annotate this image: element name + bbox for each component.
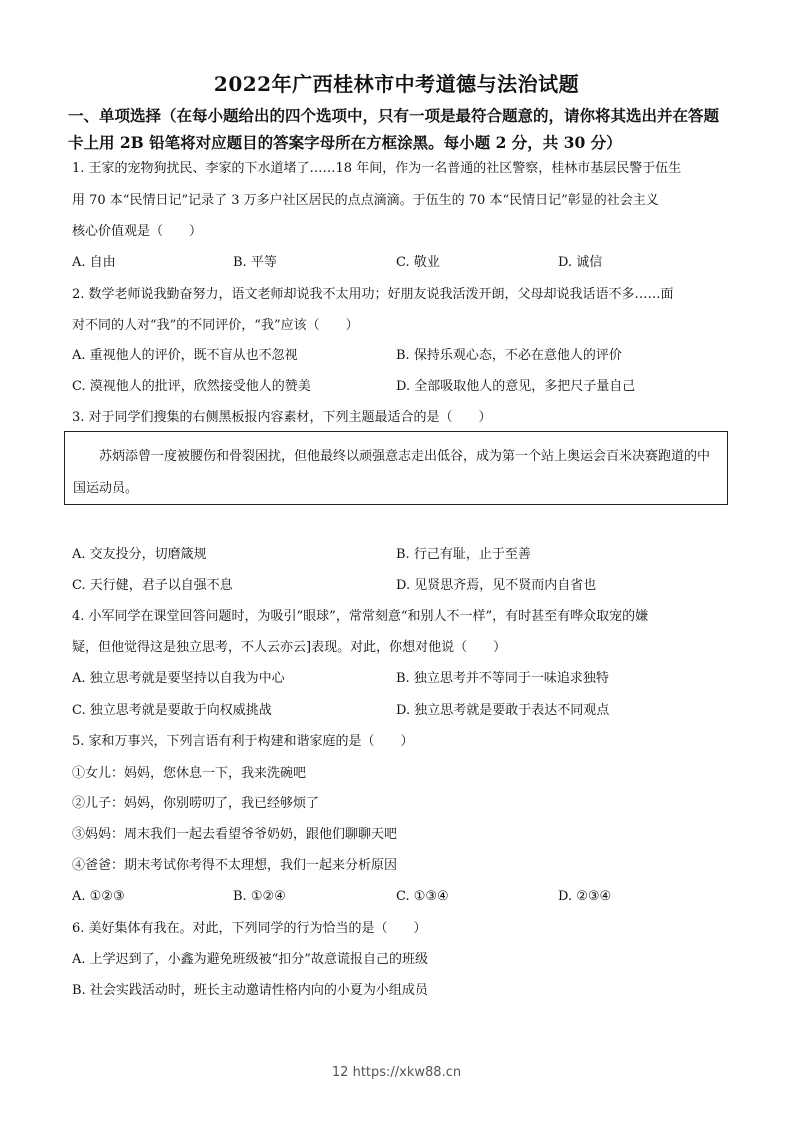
question-5-option-b: B. ①②④	[233, 889, 286, 904]
material-box	[64, 431, 728, 505]
question-6-option-a: A. 上学迟到了，小鑫为避免班级被“扣分”故意谎报自己的班级	[72, 952, 428, 967]
question-6-option-b: B. 社会实践活动时，班长主动邀请性格内向的小夏为小组成员	[72, 983, 428, 998]
question-5-option-c: C. ①③④	[396, 889, 449, 904]
question-2-option-c: C. 漠视他人的批评，欣然接受他人的赞美	[72, 379, 311, 394]
question-4-option-b: B. 独立思考并不等同于一味追求独特	[396, 671, 609, 686]
question-4-line-1: 4. 小军同学在课堂回答问题时，为吸引“眼球”，常常刻意“和别人不一样”，有时甚至有哗众取宠的嫌	[72, 609, 649, 624]
question-4-option-d: D. 独立思考就是要敢于表达不同观点	[396, 703, 610, 718]
question-5-option-d: D. ②③④	[558, 889, 612, 904]
question-1-option-c: C. 敬业	[396, 255, 440, 270]
question-3-option-d: D. 见贤思齐焉，见不贤而内自省也	[396, 578, 597, 593]
question-3-line-1: 3. 对于同学们搜集的右侧黑板报内容素材，下列主题最适合的是（ ）	[72, 410, 492, 425]
question-6-line-1: 6. 美好集体有我在。对此，下列同学的行为恰当的是（ ）	[72, 921, 427, 936]
question-1-line-2: 用 70 本“民情日记”记录了 3 万多户社区居民的点点滴滴。于伍生的 70 本“民情日记”彰显的社会主义	[72, 193, 659, 208]
section-heading: 一、单项选择（在每小题给出的四个选项中，只有一项是最符合题意的，请你将其选出并在答题卡上用 2B 铅笔将对应题目的答案字母所在方框涂黑。每小题 2 分，共 30 分）	[68, 106, 720, 152]
question-5-option-a: A. ①②③	[72, 889, 125, 904]
question-5-statement-4: ④爸爸：期末考试你考得不太理想，我们一起来分析原因	[72, 858, 398, 873]
page-footer: 12 https://xkw88.cn	[331, 1065, 462, 1080]
question-5-line-1: 5. 家和万事兴，下列言语有利于构建和谐家庭的是（ ）	[72, 734, 414, 749]
question-4-line-2: 疑，但他觉得这是独立思考，不人云亦云]表现。对此，你想对他说（ ）	[72, 640, 507, 655]
question-3-option-c: C. 天行健，君子以自强不息	[72, 578, 233, 593]
question-2-option-a: A. 重视他人的评价，既不盲从也不忽视	[72, 348, 298, 363]
question-1-option-d: D. 诚信	[558, 255, 603, 270]
question-2-option-b: B. 保持乐观心态，不必在意他人的评价	[396, 348, 622, 363]
question-3-option-a: A. 交友投分，切磨箴规	[72, 547, 207, 562]
question-2-line-1: 2. 数学老师说我勤奋努力，语文老师却说我不太用功；好朋友说我活泼开朗，父母却说我话语不多……面	[72, 287, 674, 302]
question-1-line-1: 1. 王家的宠物狗扰民、李家的下水道堵了……18 年间，作为一名普通的社区警察，桂林市基层民警于伍生	[72, 161, 682, 176]
question-5-statement-1: ①女儿：妈妈，您休息一下，我来洗碗吧	[72, 766, 307, 781]
question-3-option-b: B. 行己有耻，止于至善	[396, 547, 531, 562]
question-1-option-a: A. 自由	[72, 255, 116, 270]
question-2-line-2: 对不同的人对“我”的不同评价，“我”应该（ ）	[72, 318, 359, 333]
material-text: 苏炳添曾一度被腰伤和骨裂困扰，但他最终以顽强意志走出低谷，成为第一个站上奥运会百米决赛跑道的中国运动员。	[73, 449, 711, 496]
question-1-line-3: 核心价值观是（ ）	[72, 224, 203, 239]
question-5-statement-2: ②儿子：妈妈，你别唠叨了，我已经够烦了	[72, 796, 320, 811]
question-1-option-b: B. 平等	[233, 255, 277, 270]
question-4-option-a: A. 独立思考就是要坚持以自我为中心	[72, 671, 285, 686]
question-5-statement-3: ③妈妈：周末我们一起去看望爷爷奶奶，跟他们聊聊天吧	[72, 827, 398, 842]
question-2-option-d: D. 全部吸取他人的意见，多把尺子量自己	[396, 379, 636, 394]
page-title: 2022年广西桂林市中考道德与法治试题	[213, 72, 580, 96]
question-4-option-c: C. 独立思考就是要敢于向权威挑战	[72, 703, 272, 718]
